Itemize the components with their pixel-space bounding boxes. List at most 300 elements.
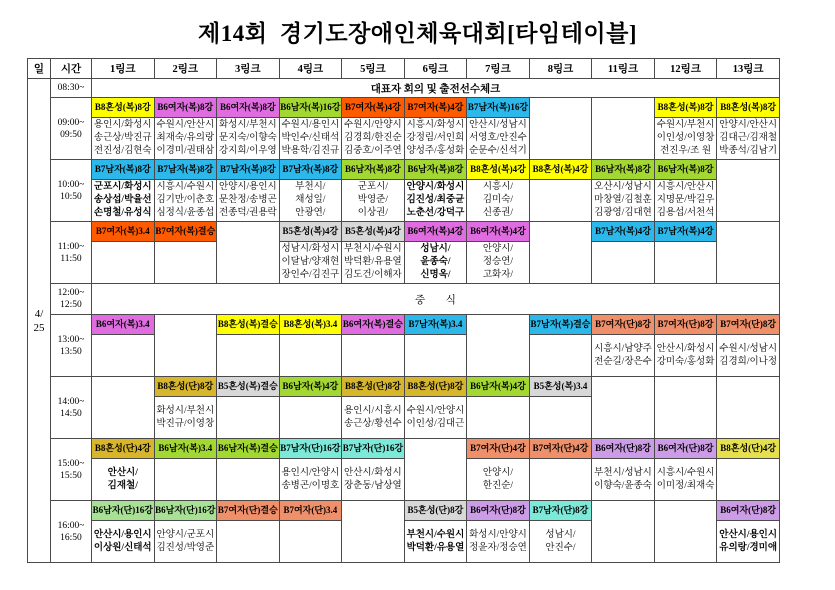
team-line: 군포시/화성시 xyxy=(93,182,152,192)
time-label-line: 11:50 xyxy=(60,253,82,264)
team-names xyxy=(592,242,654,283)
timetable-header xyxy=(28,59,780,79)
event-label: B6남자(복)결승 xyxy=(217,439,279,459)
event-label: B7여자(단)8강 xyxy=(655,315,717,335)
team-line: 안양시/군포시 xyxy=(156,529,215,540)
schedule-cell-6링크 xyxy=(404,222,467,284)
team-names xyxy=(92,118,154,159)
time-label-line: 09:50 xyxy=(60,129,82,140)
team-line: 서영호/안진수 xyxy=(469,133,527,143)
team-line: 정승연/ xyxy=(482,257,514,267)
team-line: 전진성/김현숙 xyxy=(93,146,152,156)
team-names xyxy=(217,335,279,376)
schedule-cell-3링크 xyxy=(217,439,280,501)
schedule-cell-13링크 xyxy=(717,439,780,501)
time-cell xyxy=(51,315,92,377)
event-label: B8혼성(복)8강 xyxy=(655,98,717,118)
team-names xyxy=(155,521,217,562)
team-line: 최재숙/유의랑 xyxy=(156,133,215,143)
schedule-cell-6링크 xyxy=(404,439,467,501)
schedule-row xyxy=(28,79,780,98)
team-line: 채성일/ xyxy=(295,195,326,205)
team-names xyxy=(217,118,279,159)
page-title: 제14회 경기도장애인체육대회[타임테이블] xyxy=(197,21,638,46)
schedule-cell-2링크 xyxy=(154,501,217,563)
event-label: B6여자(단)8강 xyxy=(467,501,529,521)
schedule-cell-12링크 xyxy=(654,315,717,377)
team-line: 이달남/양재현 xyxy=(281,257,340,267)
time-label-line: 09:00~ xyxy=(57,117,85,128)
team-line: 전진우/조 원 xyxy=(660,146,711,156)
team-names xyxy=(655,459,717,500)
event-label: B6여자(복)4강 xyxy=(467,222,529,242)
time-label-line: 10:50 xyxy=(60,191,82,202)
column-header-day: 일 xyxy=(28,59,51,79)
column-header-8링크: 8링크 xyxy=(529,59,592,79)
schedule-cell-13링크 xyxy=(717,315,780,377)
schedule-cell-3링크 xyxy=(217,160,280,222)
schedule-cell-5링크 xyxy=(342,98,405,160)
team-names xyxy=(592,459,654,500)
event-label: B7남자(단)16강 xyxy=(280,439,342,459)
team-names xyxy=(280,335,342,376)
schedule-cell-7링크 xyxy=(467,377,530,439)
team-line: 이인성/이영창 xyxy=(656,133,715,143)
column-header-2링크: 2링크 xyxy=(154,59,217,79)
team-line: 양성주/홍성화 xyxy=(406,146,465,156)
schedule-cell-2링크 xyxy=(154,222,217,284)
event-label: B6남자(복)16강 xyxy=(280,98,342,118)
team-names xyxy=(592,335,654,376)
day-label-line: 4/ xyxy=(34,307,44,320)
team-names xyxy=(405,180,467,221)
time-cell xyxy=(51,377,92,439)
team-names xyxy=(155,180,217,221)
team-line: 정윤자/정승연 xyxy=(469,542,527,553)
team-names xyxy=(217,521,279,562)
event-label: B7남자(복)4강 xyxy=(592,222,654,242)
team-names xyxy=(280,521,342,562)
team-line: 부천시/ xyxy=(295,182,326,192)
team-names xyxy=(655,242,717,283)
schedule-cell-1링크 xyxy=(92,98,155,160)
team-line: 수원시/안양시 xyxy=(406,405,465,416)
event-label: B6여자(복)8강 xyxy=(217,98,279,118)
team-names xyxy=(530,180,592,221)
schedule-cell-12링크 xyxy=(654,160,717,222)
schedule-cell-5링크 xyxy=(342,439,405,501)
team-line: 박덕환/유용열 xyxy=(406,542,465,553)
time-label-line: 08:30~ xyxy=(57,83,85,93)
team-line: 수원시/안양시 xyxy=(344,120,402,130)
time-label-line: 13:00~ xyxy=(57,334,85,345)
column-header-13링크: 13링크 xyxy=(717,59,780,79)
event-label: B7여자(복)3.4 xyxy=(92,222,154,242)
team-names xyxy=(280,242,342,283)
schedule-cell-7링크 xyxy=(467,160,530,222)
event-label: B7남자(단)8강 xyxy=(530,501,592,521)
team-names xyxy=(92,459,154,500)
team-line: 강미숙/홍성화 xyxy=(656,356,715,367)
team-line: 심정식/윤종섭 xyxy=(156,208,215,218)
team-line: 강정림/서인희 xyxy=(406,133,465,143)
team-names xyxy=(405,521,467,562)
time-cell xyxy=(51,222,92,284)
team-names xyxy=(405,335,467,376)
team-names xyxy=(155,459,217,500)
schedule-cell-11링크 xyxy=(592,501,655,563)
schedule-cell-2링크 xyxy=(154,377,217,439)
schedule-cell-8링크 xyxy=(529,315,592,377)
team-line: 박진규/이영창 xyxy=(156,418,215,429)
team-line: 순문수/신석기 xyxy=(469,146,527,156)
schedule-cell-3링크 xyxy=(217,98,280,160)
time-label-line: 14:00~ xyxy=(57,396,85,407)
team-line: 시흥시/ xyxy=(482,182,514,192)
team-line: 김대근/김재철 xyxy=(719,133,777,143)
team-names xyxy=(342,459,404,500)
team-line: 마창열/김철훈 xyxy=(594,195,652,205)
team-line: 안산시/성남시 xyxy=(469,120,527,130)
team-names xyxy=(530,521,592,562)
event-label: B7여자(복)결승 xyxy=(155,222,217,242)
schedule-cell-3링크 xyxy=(217,315,280,377)
team-names xyxy=(155,242,217,283)
event-label: B6여자(단)8강 xyxy=(655,439,717,459)
schedule-cell-3링크 xyxy=(217,501,280,563)
time-label-line: 12:50 xyxy=(60,300,82,310)
schedule-cell-13링크 xyxy=(717,377,780,439)
team-names xyxy=(655,335,717,376)
team-line: 화성시/부천시 xyxy=(156,405,215,416)
team-line: 수원시/안산시 xyxy=(156,120,215,130)
event-label: B8혼성(복)8강 xyxy=(92,98,154,118)
event-label: B6남자(복)4강 xyxy=(467,377,529,397)
column-header-time: 시간 xyxy=(51,59,92,79)
team-line: 문찬정/송병곤 xyxy=(218,195,277,205)
event-label: B8혼성(단)4강 xyxy=(92,439,154,459)
team-line: 장인수/김진구 xyxy=(281,270,340,280)
schedule-row xyxy=(28,222,780,284)
team-names xyxy=(217,397,279,438)
event-label: B8혼성(복)결승 xyxy=(217,315,279,335)
team-line: 김용섭/서천석 xyxy=(656,208,715,218)
schedule-cell-11링크 xyxy=(592,160,655,222)
header-row xyxy=(28,59,780,79)
team-names xyxy=(467,521,529,562)
team-names xyxy=(405,118,467,159)
team-line: 안양시/ xyxy=(482,244,514,254)
team-names xyxy=(717,118,779,159)
event-label: B7여자(복)4강 xyxy=(405,98,467,118)
event-label: B7남자(복)16강 xyxy=(467,98,529,118)
team-line: 박덕환/유용열 xyxy=(344,257,402,267)
schedule-cell-1링크 xyxy=(92,501,155,563)
schedule-cell-12링크 xyxy=(654,98,717,160)
schedule-cell-13링크 xyxy=(717,160,780,222)
team-line: 이향숙/윤종숙 xyxy=(594,480,652,491)
time-cell xyxy=(51,284,92,315)
time-label-line: 13:50 xyxy=(60,346,82,357)
event-label: B6남자(복)8강 xyxy=(655,160,717,180)
team-line: 김기만/이춘호 xyxy=(156,195,215,205)
team-names xyxy=(530,335,592,376)
schedule-cell-5링크 xyxy=(342,315,405,377)
event-label: B6여자(단)8강 xyxy=(592,439,654,459)
team-line: 김진성/박영준 xyxy=(156,542,215,553)
team-names xyxy=(217,459,279,500)
team-line: 장춘동/남상열 xyxy=(344,480,402,491)
schedule-cell-2링크 xyxy=(154,160,217,222)
team-line: 송상섭/박율선 xyxy=(93,195,152,205)
team-names xyxy=(467,242,529,283)
team-line: 수원시/부천시 xyxy=(656,120,715,130)
schedule-cell-13링크 xyxy=(717,222,780,284)
team-line: 시흥시/수원시 xyxy=(656,467,715,478)
team-names xyxy=(217,180,279,221)
time-label-line: 14:50 xyxy=(60,408,82,419)
event-label: B7남자(복)4강 xyxy=(655,222,717,242)
event-label: B7남자(복)결승 xyxy=(530,315,592,335)
schedule-cell-7링크 xyxy=(467,222,530,284)
team-line: 안산시/ xyxy=(107,467,138,478)
team-line: 신명옥/ xyxy=(420,270,451,280)
time-label-line: 15:50 xyxy=(60,470,82,481)
team-names xyxy=(467,180,529,221)
timetable-body xyxy=(28,79,780,563)
team-line: 손명철/유성식 xyxy=(93,208,152,218)
schedule-cell-4링크 xyxy=(279,439,342,501)
team-line: 시흥시/화성시 xyxy=(406,120,465,130)
schedule-row xyxy=(28,98,780,160)
team-line: 박용학/김진규 xyxy=(281,146,340,156)
schedule-cell-7링크 xyxy=(467,439,530,501)
schedule-cell-8링크 xyxy=(529,222,592,284)
event-label: B8혼성(단)4강 xyxy=(717,439,779,459)
schedule-row xyxy=(28,501,780,563)
team-line: 김진성/최중균 xyxy=(406,195,465,205)
team-line: 안광연/ xyxy=(295,208,326,218)
team-names xyxy=(342,118,404,159)
team-line: 성남시/ xyxy=(420,244,451,254)
event-label: B8혼성(복)3.4 xyxy=(280,315,342,335)
event-label: B7여자(단)4강 xyxy=(467,439,529,459)
event-label: B8혼성(단)8강 xyxy=(405,377,467,397)
team-names xyxy=(342,335,404,376)
event-label: B6남자(복)3.4 xyxy=(155,439,217,459)
team-names xyxy=(655,118,717,159)
schedule-cell-12링크 xyxy=(654,377,717,439)
time-cell xyxy=(51,501,92,563)
time-label-line: 16:50 xyxy=(60,532,82,543)
team-names xyxy=(342,180,404,221)
schedule-cell-13링크 xyxy=(717,501,780,563)
team-names xyxy=(530,397,592,438)
schedule-cell-1링크 xyxy=(92,439,155,501)
team-line: 화성시/안양시 xyxy=(469,529,527,540)
team-line: 안양시/용인시 xyxy=(218,182,277,192)
schedule-cell-4링크 xyxy=(279,98,342,160)
event-label: B7남자(단)16강 xyxy=(342,439,404,459)
event-label: B5혼성(복)4강 xyxy=(342,222,404,242)
team-line: 수원시/용인시 xyxy=(281,120,340,130)
schedule-cell-1링크 xyxy=(92,222,155,284)
schedule-cell-5링크 xyxy=(342,222,405,284)
event-label: B7남자(복)8강 xyxy=(155,160,217,180)
event-label: B6남자(단)16강 xyxy=(92,501,154,521)
team-line: 이인성/김대근 xyxy=(406,418,465,429)
column-header-6링크: 6링크 xyxy=(404,59,467,79)
time-cell xyxy=(51,79,92,98)
event-label: B6남자(단)16강 xyxy=(155,501,217,521)
column-header-4링크: 4링크 xyxy=(279,59,342,79)
schedule-cell-12링크 xyxy=(654,439,717,501)
column-header-12링크: 12링크 xyxy=(654,59,717,79)
team-line: 안양시/ xyxy=(482,467,514,478)
team-names xyxy=(280,180,342,221)
team-line: 윤종숙/ xyxy=(420,257,451,267)
schedule-cell-6링크 xyxy=(404,160,467,222)
team-line: 시흥시/수원시 xyxy=(156,182,215,192)
team-names xyxy=(405,397,467,438)
team-names xyxy=(717,459,779,500)
team-line: 박종석/김남기 xyxy=(719,146,777,156)
schedule-row xyxy=(28,439,780,501)
team-line: 전순길/장은수 xyxy=(594,356,652,367)
team-names xyxy=(717,521,779,562)
event-label: B8혼성(복)4강 xyxy=(467,160,529,180)
schedule-cell-8링크 xyxy=(529,439,592,501)
team-line: 강지희/이우영 xyxy=(218,146,277,156)
schedule-cell-13링크 xyxy=(717,98,780,160)
team-line: 수원시/성남시 xyxy=(719,343,777,354)
event-label: B8혼성(단)8강 xyxy=(155,377,217,397)
schedule-cell-6링크 xyxy=(404,315,467,377)
time-cell xyxy=(51,98,92,160)
team-line: 부천시/수원시 xyxy=(406,529,465,540)
event-label: B6여자(복)3.4 xyxy=(92,315,154,335)
schedule-cell-4링크 xyxy=(279,160,342,222)
team-line: 김도건/이해자 xyxy=(344,270,402,280)
team-names xyxy=(530,459,592,500)
event-label: B8혼성(복)8강 xyxy=(717,98,779,118)
team-line: 부천시/성남시 xyxy=(594,467,652,478)
team-line: 성남시/ xyxy=(545,529,576,540)
event-label: B6여자(복)결승 xyxy=(342,315,404,335)
schedule-cell-7링크 xyxy=(467,315,530,377)
column-header-11링크: 11링크 xyxy=(592,59,655,79)
schedule-cell-12링크 xyxy=(654,222,717,284)
team-line: 안진수/ xyxy=(545,542,576,553)
event-label: B7여자(단)3.4 xyxy=(280,501,342,521)
team-line: 송근상/황선수 xyxy=(344,418,402,429)
team-line: 이미정/최재숙 xyxy=(656,480,715,491)
schedule-cell-8링크 xyxy=(529,160,592,222)
team-line: 김경희/한진순 xyxy=(344,133,402,143)
team-line: 이상권/ xyxy=(357,208,388,218)
event-label: B7남자(복)8강 xyxy=(217,160,279,180)
event-label: B7남자(복)8강 xyxy=(280,160,342,180)
event-label: B7여자(단)4강 xyxy=(530,439,592,459)
team-names xyxy=(467,118,529,159)
team-line: 유의랑/경미애 xyxy=(719,542,777,553)
meeting-cell: 대표자 회의 및 출전선수체크 xyxy=(92,79,780,98)
team-names xyxy=(92,180,154,221)
team-line: 안양시/안산시 xyxy=(719,120,777,130)
team-line: 안산시/화성시 xyxy=(656,343,715,354)
schedule-cell-6링크 xyxy=(404,98,467,160)
team-line: 성남시/화성시 xyxy=(281,244,340,254)
team-line: 안산시/화성시 xyxy=(344,467,402,478)
team-line: 군포시/ xyxy=(357,182,388,192)
team-names xyxy=(717,335,779,376)
team-line: 안산시/용인시 xyxy=(719,529,777,540)
event-label: B5혼성(단)8강 xyxy=(405,501,467,521)
column-header-5링크: 5링크 xyxy=(342,59,405,79)
time-label-line: 15:00~ xyxy=(57,458,85,469)
schedule-cell-11링크 xyxy=(592,439,655,501)
schedule-cell-11링크 xyxy=(592,222,655,284)
time-cell xyxy=(51,439,92,501)
schedule-cell-6링크 xyxy=(404,377,467,439)
column-header-1링크: 1링크 xyxy=(92,59,155,79)
team-line: 시흥시/안산시 xyxy=(656,182,715,192)
schedule-cell-7링크 xyxy=(467,501,530,563)
column-header-7링크: 7링크 xyxy=(467,59,530,79)
lunch-cell: 중 식 xyxy=(92,284,780,315)
schedule-cell-5링크 xyxy=(342,501,405,563)
team-line: 신종권/ xyxy=(482,208,514,218)
team-names xyxy=(155,397,217,438)
schedule-row xyxy=(28,315,780,377)
time-label-line: 11:00~ xyxy=(57,241,85,252)
team-line: 노춘선/강덕구 xyxy=(406,208,465,218)
schedule-row xyxy=(28,160,780,222)
team-names xyxy=(592,180,654,221)
schedule-cell-6링크 xyxy=(404,501,467,563)
time-label-line: 10:00~ xyxy=(57,179,85,190)
team-names xyxy=(342,397,404,438)
day-label-line: 25 xyxy=(33,321,45,334)
team-line: 용인시/화성시 xyxy=(93,120,152,130)
team-line: 지명문/박길우 xyxy=(656,195,715,205)
team-names xyxy=(467,397,529,438)
team-names xyxy=(280,459,342,500)
event-label: B6여자(단)8강 xyxy=(717,501,779,521)
team-line: 시흥시/남양주 xyxy=(594,343,652,354)
team-names xyxy=(405,242,467,283)
schedule-cell-3링크 xyxy=(217,222,280,284)
schedule-cell-8링크 xyxy=(529,501,592,563)
schedule-cell-5링크 xyxy=(342,377,405,439)
event-label: B8혼성(복)4강 xyxy=(530,160,592,180)
schedule-cell-4링크 xyxy=(279,315,342,377)
event-label: B5혼성(복)3.4 xyxy=(530,377,592,397)
time-label-line: 16:00~ xyxy=(57,520,85,531)
event-label: B7여자(단)결승 xyxy=(217,501,279,521)
team-names xyxy=(280,118,342,159)
event-label: B5혼성(복)4강 xyxy=(280,222,342,242)
schedule-cell-3링크 xyxy=(217,377,280,439)
schedule-cell-11링크 xyxy=(592,315,655,377)
team-names xyxy=(467,459,529,500)
team-line: 고화자/ xyxy=(482,270,514,280)
schedule-cell-11링크 xyxy=(592,377,655,439)
team-names xyxy=(92,335,154,376)
team-line: 용인시/안양시 xyxy=(281,467,340,478)
team-line: 한진순/ xyxy=(482,480,514,491)
team-names xyxy=(655,180,717,221)
